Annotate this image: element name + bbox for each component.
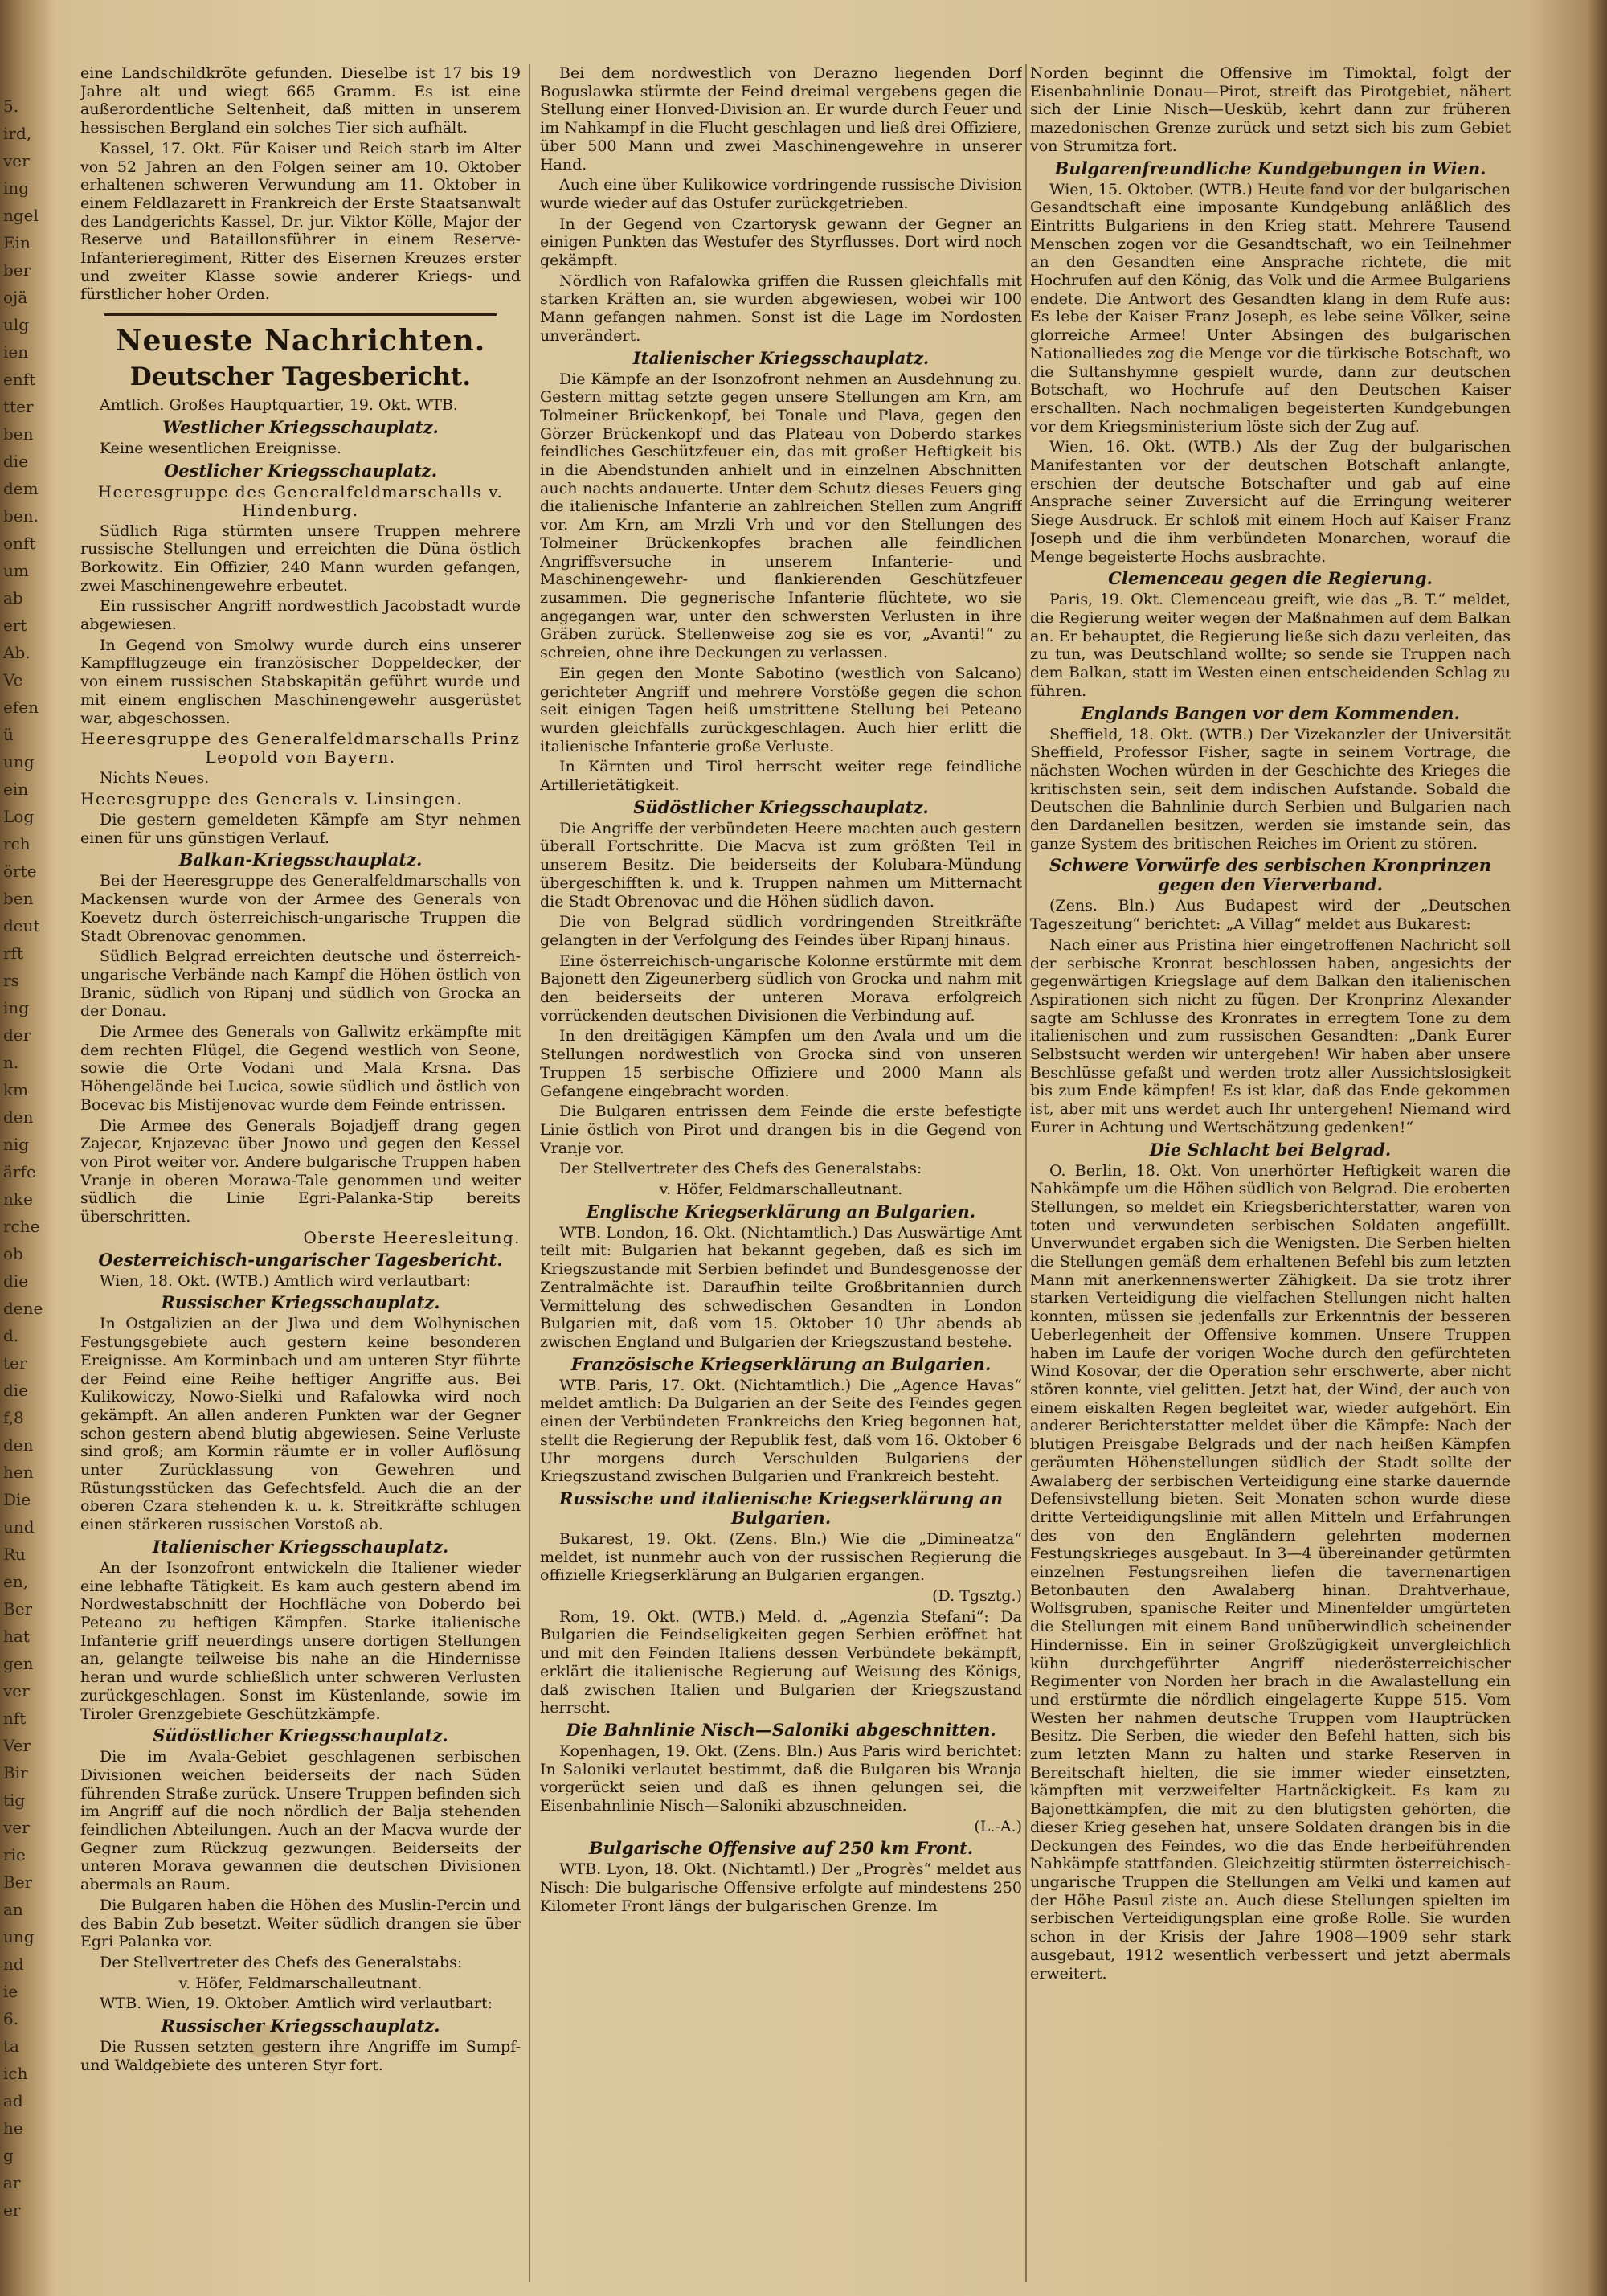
source-note: (L.-A.) <box>974 1817 1022 1836</box>
gutter-fragment: nke <box>3 1189 33 1209</box>
article-paragraph: Die Angriffe der verbündeten Heere machten auch gestern überall Fortschritte. Die Macva ist zum größten Teil in unserem Besitz. Die beiderseits der Kolubara-Mündung übergeschifften k. und k. Truppen nahmen um Mitternacht die Stadt Obrenovac und die Höhen südlich davon. <box>540 819 1022 911</box>
subheading: Italienischer Kriegsschauplatz. <box>152 1536 449 1557</box>
gutter-fragment: ert <box>3 616 27 635</box>
gutter-fragment: ich <box>3 2064 28 2083</box>
article-paragraph: Auch eine über Kulikowice vordringende russische Division wurde wieder auf das Ostufer zurückgetrieben. <box>540 176 1022 212</box>
gutter-fragment: ben. <box>3 506 39 526</box>
gutter-fragment: ung <box>3 1927 35 1946</box>
gutter-fragment: ü <box>3 725 14 744</box>
article-paragraph: Kopenhagen, 19. Okt. (Zens. Bln.) Aus Paris wird berichtet: In Saloniki verlautet bestimmt, daß die Bulgaren bis Wranja vorgerückt seien und daß es ihnen gelungen sei, die Eisenbahnlinie Nisch—Saloniki abzuschneiden. <box>540 1741 1022 1815</box>
gutter-fragment: rch <box>3 834 31 853</box>
gutter-fragment: f,8 <box>3 1408 24 1427</box>
gutter-fragment: tig <box>3 1791 26 1810</box>
subheading: Die Schlacht bei Belgrad. <box>1149 1139 1392 1160</box>
gutter-fragment: ojä <box>3 288 28 307</box>
gutter-fragment: ob <box>3 1244 23 1263</box>
gutter-fragment: ad <box>3 2091 23 2110</box>
gutter-fragment: ben <box>3 424 34 444</box>
army-group-heading: Heeresgruppe des Generalfeldmarschalls Prinz Leopold von Bayern. <box>80 729 521 767</box>
column-3 <box>1030 64 1511 2272</box>
article-paragraph: Südlich Riga stürmten unsere Truppen mehrere russische Stellungen und erreichten die Düna östlich Borkowitz. Ein Offizier, 240 Mann wurden gefangen, zwei Maschinengewehre erbeutet. <box>80 522 521 595</box>
article-paragraph: Nach einer aus Pristina hier eingetroffenen Nachricht soll der serbische Kronrat beschlossen haben, angesichts der gegenwärtigen Kriegslage auf dem Balkan den italienischen Aspirationen sich nicht zu fügen. Der Kronprinz Alexander sagte am Schlusse des Kronrates in erregtem Tone zu dem italienischen und zum russischen Gesandten: „Dank Eurer Selbstsucht werden wir untergehen! Wir haben aber unsere Beschlüsse gefaßt und werden trotz aller Aussichtslosigkeit bis zum Ende kämpfen! Es ist klar, daß das Ende gekommen ist, aber mit uns werdet auch Ihr untergehen! Niemand wird Eurer in Achtung und Wertschätzung gedenken!“ <box>1030 935 1511 1136</box>
gutter-fragment: dene <box>3 1299 43 1318</box>
gutter-fragment: ver <box>3 1681 30 1701</box>
column-rule <box>529 64 530 2282</box>
article-paragraph: An der Isonzofront entwickeln die Italiener wieder eine lebhafte Tätigkeit. Es kam auch gestern abend im Nordwestabschnitt der Hochfläche von Doberdo bei Peteano zu heftigen Kämpfen. Starke italienische Infanterie griff neuerdings unsere dortigen Stellungen an, gelangte teilweise bis nahe an die Hindernisse heran und wurde schließlich unter schweren Verlusten zurückgeschlagen. Sonst im Küstenlande, sowie im Tiroler Grenzgebiete Geschützkämpfe. <box>80 1558 521 1723</box>
gutter-fragment: die <box>3 452 29 471</box>
article-paragraph: Eine österreichisch-ungarische Kolonne erstürmte mit dem Bajonett den Zigeunerberg südlich von Grocka und nahm mit den beiderseits der unteren Morava erfolgreich vorrückenden deutschen Divisionen die Verbindung auf. <box>540 952 1022 1025</box>
gutter-fragment: ärfe <box>3 1162 36 1181</box>
subheading: Balkan-Kriegsschauplatz. <box>178 849 423 870</box>
article-paragraph: Bei dem nordwestlich von Derazno liegenden Dorf Boguslawka stürmte der Feind dreimal vergebens gegen die Stellung einer Honved-Division an. Er wurde durch Feuer und im Nahkampf in die Flucht geschlagen und ließ drei Offiziere, über 500 Mann und zwei Maschinengewehre in unserer Hand. <box>540 64 1022 174</box>
subheading: Die Bahnlinie Nisch—Saloniki abgeschnitten. <box>566 1719 996 1740</box>
subheading: Schwere Vorwürfe des serbischen Kronprinzen gegen den Vierverband. <box>1049 855 1491 895</box>
gutter-fragment: Ber <box>3 1872 33 1892</box>
gutter-fragment: deut <box>3 916 40 935</box>
gutter-fragment: nft <box>3 1709 27 1728</box>
dateline: WTB. Wien, 19. Oktober. Amtlich wird verlautbart: <box>100 1995 493 2013</box>
gutter-fragment: rie <box>3 1845 26 1864</box>
gutter-fragment: g <box>3 2146 14 2165</box>
subheading: Russische und italienische Kriegserklärung an Bulgarien. <box>558 1488 1003 1528</box>
gutter-fragment: gen <box>3 1654 34 1673</box>
article-paragraph: WTB. London, 16. Okt. (Nichtamtlich.) Das Auswärtige Amt teilt mit: Bulgarien hat bekannt gegeben, daß es sich im Kriegszustande mit Serbien befindet und Bundesgenosse der Zentralmächte ist. Daraufhin teilte Großbritannien durch Vermittelung des schwedischen Gesandten in London Bulgarien mit, daß vom 15. Oktober 10 Uhr abends ab zwischen England und Bulgarien der Kriegszustand bestehe. <box>540 1223 1022 1351</box>
section-divider <box>104 313 497 316</box>
gutter-fragment: ber <box>3 260 31 280</box>
article-paragraph: Die Bulgaren haben die Höhen des Muslin-Percin und des Babin Zub besetzt. Weiter südlich drangen sie über Egri Palanka vor. <box>80 1896 521 1951</box>
article-paragraph: WTB. Paris, 17. Okt. (Nichtamtlich.) Die „Agence Havas“ meldet amtlich: Da Bulgarien an der Seite des Feindes gegen einen der Verbündeten Frankreichs den Krieg begonnen hat, stellt die Regierung der Republik fest, daß vom 16. Oktober 6 Uhr morgens durch Verschulden Bulgariens der Kriegszustand zwischen Bulgarien und Frankreich besteht. <box>540 1376 1022 1486</box>
report-title: Deutscher Tagesbericht. <box>129 362 472 392</box>
gutter-fragment: ulg <box>3 315 30 334</box>
article-paragraph: In den dreitägigen Kämpfen um den Avala und um die Stellungen nordwestlich von Grocka sind von unseren Truppen 15 serbische Offiziere und 2000 Mann als Gefangene eingebracht worden. <box>540 1027 1022 1100</box>
article-paragraph: WTB. Lyon, 18. Okt. (Nichtamtl.) Der „Progrès“ meldet aus Nisch: Die bulgarische Offensive erfolgte auf mindestens 250 Kilometer Front längs der bulgarischen Grenze. Im <box>540 1860 1022 1915</box>
gutter-fragment: km <box>3 1080 29 1099</box>
gutter-fragment: ter <box>3 1353 27 1373</box>
article-paragraph: Norden beginnt die Offensive im Timoktal, folgt der Eisenbahnlinie Donau—Pirot, streift das Pirotgebiet, nähert sich der Linie Nisch—Uesküb, kehrt dann zur früheren mazedonischen Grenze zurück und setzt sich bis zum Gebiet von Strumitza fort. <box>1030 64 1511 155</box>
article-paragraph: Paris, 19. Okt. Clemenceau greift, wie das „B. T.“ meldet, die Regierung weiter wegen der Maßnahmen auf dem Balkan an. Er behauptet, die Regierung ließe sich dazu verleiten, das zu tun, was Deutschland wollte; so sende sie Truppen nach dem Balkan, statt im Westen einen entscheidenden Schlag zu führen. <box>1030 591 1511 700</box>
article-paragraph: Rom, 19. Okt. (WTB.) Meld. d. „Agenzia Stefani“: Da Bulgarien die Feindseligkeiten gegen Serbien eröffnet hat und mit den Feinden Italiens dessen Verbündete bekämpft, erklärt die italienische Regierung auf Weisung des Königs, daß zwischen Italien und Bulgarien der Kriegszustand herrscht. <box>540 1607 1022 1717</box>
gutter-fragment: hen <box>3 1463 34 1482</box>
dateline: Amtlich. Großes Hauptquartier, 19. Okt. WTB. <box>100 396 458 415</box>
article-paragraph: O. Berlin, 18. Okt. Von unerhörter Heftigkeit waren die Nahkämpfe um die Höhen südlich von Belgrad. Die eroberten Stellungen, so meldet ein Kriegsberichterstatter, waren von toten und verwundeten serbischen Soldaten angefüllt. Unverwundet ergaben sich die Wenigsten. Die Serben hielten die Stellungen gemäß dem erhaltenen Befehl bis zum letzten Mann mit anerkennenswerter Zähigkeit. Da sie trotz ihrer starken Verteidigung die vielfachen Stellungen nicht halten konnten, müssen sie jedenfalls zur Erkenntnis der besseren Ueberlegenheit der Offensive kommen. Unsere Truppen haben im Laufe der vorigen Woche durch den gefürchteten Wind Kosovar, der die Operation sehr erschwerte, aber nicht stören konnte, viel gelitten. Jetzt hat, der Wind, der auch von einem eiskalten Regen begleitet war, wieder aufgehört. Ein anderer Berichterstatter meldet über die Kämpfe: Nach der blutigen Preisgabe Belgrads und der nach heißen Kämpfen geräumten Höhenstellungen südlich der Stadt sollte der Awalaberg der serbischen Verteidigung eine starke dauernde Defensivstellung bieten. Seit Monaten schon wurde diese dritte Verteidigungslinie mit allen Mitteln und Erfahrungen des von den Engländern gelehrten modernen Festungskrieges ausgebaut. In 3—4 übereinander getürmten einzelnen Festungsreihen liefen die tavernenartigen Betonbauten den Awalaberg hinan. Drahtverhaue, Wolfsgruben, spanische Reiter und Minenfelder umgürteten die Stellungen mit einem Band unüberwindlich scheinender Hindernisse. Ein in seiner Großzügigkeit unvergleichlich kühn durchgeführter Angriff niederösterreichischer Regimenter von Norden her brach in die Awalastellung ein und erstürmte die nördlich eingelagerte Kuppe 515. Vom Westen her nahmen deutsche Truppen vom Hauptrücken Besitz. Die Serben, die wieder den Befehl hatten, sich bis zum letzten Mann zu halten und starke Reserven in Bereitschaft hielten, die sie immer wieder einsetzten, kämpften mit verzweifelter Hartnäckigkeit. Es kam zu Bajonettkämpfen, die mit zu den blutigsten gehörten, die dieser Krieg gesehen hat, unsere Soldaten drangen bis in die Deckungen des Feindes, wo die das Ende herbeiführenden Nahkämpfe stattfanden. Gleichzeitig stürmten österreichisch-ungarische Truppen die Stellungen am Velki und kamen auf der Höhe Pasul ziste an. Auch diese Stellungen spielten im serbischen Verteidigungsplan eine große Rolle. Sie wurden schon in der Krisis der Jahre 1908—1909 sehr stark ausgebaut, 1912 wesentlich verbessert und jetzt abermals erweitert. <box>1030 1161 1511 1983</box>
column-1 <box>80 64 521 2272</box>
article-paragraph: Bei der Heeresgruppe des Generalfeldmarschalls von Mackensen wurde von der Armee des Generals von Koevetz durch österreichisch-ungarische Truppen die Stadt Obrenovac genommen. <box>80 872 521 945</box>
gutter-fragment: ird, <box>3 124 32 143</box>
gutter-fragment: er <box>3 2200 21 2220</box>
signature: v. Höfer, Feldmarschalleutnant. <box>659 1181 903 1199</box>
subheading: Clemenceau gegen die Regierung. <box>1108 568 1433 589</box>
gutter-fragment: d. <box>3 1326 19 1345</box>
gutter-fragment: 6. <box>3 2009 19 2028</box>
gutter-fragment: n. <box>3 1053 19 1072</box>
gutter-fragment: 5. <box>3 96 19 116</box>
gutter-fragment: ing <box>3 998 30 1017</box>
article-paragraph: Sheffield, 18. Okt. (WTB.) Der Vizekanzler der Universität Sheffield, Professor Fisher, sagte in seinem Vortrage, die nächsten Wochen würden in der Geschichte des Krieges die kritischsten sein, seit dem indischen Aufstande. Sobald die Deutschen die Bahnlinie durch Serbien und Bulgarien nach den Dardanellen besitzen, werden sie imstande sein, das ganze System des britischen Reiches im Orient zu stören. <box>1030 725 1511 853</box>
subheading: Russischer Kriegsschauplatz. <box>161 2016 440 2036</box>
article-paragraph: Bukarest, 19. Okt. (Zens. Bln.) Wie die „Dimineatza“ meldet, ist nunmehr auch von der russischen Regierung die offizielle Kriegserklärung an Bulgarien ergangen. <box>540 1529 1022 1585</box>
source-note: (D. Tgsztg.) <box>932 1587 1022 1606</box>
gutter-fragment: ung <box>3 752 35 771</box>
gutter-fragment: ar <box>3 2173 21 2192</box>
gutter-fragment: ver <box>3 1818 30 1837</box>
subheading: Italienischer Kriegsschauplatz. <box>632 347 930 368</box>
article-paragraph: Wien, 15. Oktober. (WTB.) Heute fand vor der bulgarischen Gesandtschaft eine imposante Kundgebung anläßlich des Eintritts Bulgariens in den Krieg statt. Mehrere Tausend Menschen zogen vor die Gesandtschaft, wo ein Teilnehmer an den Gesandten eine Ansprache richtete, die mit Hochrufen auf den König, das Volk und die Armee Bulgariens endete. Die Antwort des Gesandten klang in dem Rufe aus: Es lebe der Kaiser Franz Joseph, es lebe seine Völker, seine glorreiche Armee! Unter Absingen des bulgarischen Nationalliedes zog die Menge vor die türkische Botschaft, wo die Sultanshymne gespielt wurde, dann zur deutschen Botschaft, wo Hochrufe auf den Deutschen Kaiser erschallten. Nach nochmaligen begeisterten Kundgebungen vor dem Kriegsministerium löste sich der Zug auf. <box>1030 180 1511 436</box>
dateline: Wien, 18. Okt. (WTB.) Amtlich wird verlautbart: <box>100 1271 471 1290</box>
article-paragraph: Südlich Belgrad erreichten deutsche und österreich-ungarische Verbände nach Kampf die Höhen östlich von Branic, südlich von Ripanj und südlich von Grocka an der Donau. <box>80 947 521 1021</box>
gutter-fragment: ta <box>3 2036 19 2056</box>
gutter-fragment: ab <box>3 588 23 608</box>
gutter-fragment: die <box>3 1271 29 1291</box>
column-rule <box>1025 64 1027 2282</box>
subheading: Bulgarische Offensive auf 250 km Front. <box>588 1838 974 1859</box>
subheading: Bulgarenfreundliche Kundgebungen in Wien. <box>1054 158 1486 178</box>
article-paragraph: (Zens. Bln.) Aus Budapest wird der „Deutschen Tageszeitung“ berichtet: „A Villag“ meldet aus Bukarest: <box>1030 897 1511 934</box>
gutter-fragment: ien <box>3 342 29 362</box>
gutter-fragment: um <box>3 561 29 580</box>
gutter-fragment: tter <box>3 397 34 416</box>
gutter-fragment: Ein <box>3 233 31 252</box>
subheading: Französische Kriegserklärung an Bulgarien. <box>570 1353 992 1374</box>
subheading: Oestlicher Kriegsschauplatz. <box>163 460 438 481</box>
gutter-fragment: rft <box>3 943 23 963</box>
article-paragraph: Die Bulgaren entrissen dem Feinde die erste befestigte Linie östlich von Pirot und drangen bis in die Gegend von Vranje vor. <box>540 1103 1022 1157</box>
gutter-fragment: ver <box>3 151 30 170</box>
subheading: Oesterreichisch-ungarischer Tagesbericht. <box>98 1249 503 1270</box>
gutter-fragment: örte <box>3 862 37 881</box>
gutter-fragment: hat <box>3 1627 30 1646</box>
column-2 <box>540 64 1022 2272</box>
article-paragraph: Keine wesentlichen Ereignisse. <box>100 439 341 457</box>
signature: Der Stellvertreter des Chefs des Generalstabs: <box>559 1160 922 1178</box>
army-group-heading: Heeresgruppe des Generals v. Linsingen. <box>80 788 464 808</box>
article-paragraph: Die Armee des Generals von Gallwitz erkämpfte mit dem rechten Flügel, die Gegend westlich von Seone, sowie die Orte Vodani und Mala Krsna. Das Höhengelände bei Lucica, sowie südlich und östlich von Bocevac bis Mistijenovac wurde dem Feinde entrissen. <box>80 1023 521 1114</box>
gutter-fragment: ngel <box>3 206 39 225</box>
gutter-fragment: dem <box>3 479 39 498</box>
gutter-fragment: den <box>3 1107 34 1127</box>
gutter-fragment: nig <box>3 1135 30 1154</box>
gutter-fragment: he <box>3 2118 23 2138</box>
article-paragraph: Nördlich von Rafalowka griffen die Russen gleichfalls mit starken Kräften an, sie wurden abgewiesen, wobei wir 100 Mann gefangen nahmen. Sonst ist die Lage im Nordosten unverändert. <box>540 272 1022 345</box>
article-paragraph: Ein russischer Angriff nordwestlich Jacobstadt wurde abgewiesen. <box>80 597 521 634</box>
gutter-fragment: die <box>3 1381 29 1400</box>
section-title: Neueste Nachrichten. <box>115 324 486 358</box>
article-paragraph: Die Russen setzten gestern ihre Angriffe im Sumpf- und Waldgebiete des unteren Styr fort. <box>80 2038 521 2074</box>
signature: Der Stellvertreter des Chefs des Generalstabs: <box>100 1953 463 1971</box>
article-paragraph: Ein gegen den Monte Sabotino (westlich von Salcano) gerichteter Angriff und mehrere Vorstöße gegen die schon seit einigen Tagen heiß umstrittene Stellung bei Peteano wurden gleichfalls zurückgeschlagen. Auch hier erlitt die italienische Infanterie große Verluste. <box>540 664 1022 755</box>
article-paragraph: Nichts Neues. <box>100 769 210 788</box>
gutter-fragment: Die <box>3 1490 31 1509</box>
gutter-fragment: nd <box>3 1954 24 1974</box>
article-paragraph: eine Landschildkröte gefunden. Dieselbe ist 17 bis 19 Jahre alt und wiegt 665 Gramm. Es ist eine außerordentliche Seltenheit, daß mitten in unserem hessischen Bergland ein solches Tier sich aufhält. <box>80 64 521 137</box>
gutter-fragment: rs <box>3 971 19 990</box>
article-paragraph: Kassel, 17. Okt. Für Kaiser und Reich starb im Alter von 52 Jahren an den Folgen seiner am 10. Oktober erhaltenen schweren Verwundung am 11. Oktober in einem Feldlazarett in Frankreich der Erste Staatsanwalt des Landgerichts Kassel, Dr. jur. Viktor Kölle, Major der Reserve und Bataillonsführer in einem Reserve-Infanterieregiment, Ritter des Eisernen Kreuzes erster und zweiter Klasse sowie anderer Kriegs- und fürstlicher hoher Orden. <box>80 139 521 304</box>
gutter-fragment: Ab. <box>3 643 31 662</box>
army-group-heading: Heeresgruppe des Generalfeldmarschalls v. Hindenburg. <box>97 481 504 520</box>
article-paragraph: Die im Avala-Gebiet geschlagenen serbischen Divisionen weichen beiderseits der nach Süden führenden Straße zurück. Unsere Truppen befinden sich im Angriff auf die noch nördlich der Balja stehenden feindlichen Abteilungen. Auch an der Macva wurde der Gegner zum Rückzug gezwungen. Beiderseits der unteren Morava gewannen die deutschen Divisionen abermals an Raum. <box>80 1748 521 1894</box>
gutter-fragment: ben <box>3 889 34 908</box>
gutter-fragment: Ve <box>3 670 23 690</box>
article-paragraph: In Gegend von Smolwy wurde durch eins unserer Kampfflugzeuge ein französischer Doppeldecker, der von einem russischen Stabskapitän geführt wurde und mit einem englischen Maschinengewehr ausgerüstet war, abgeschossen. <box>80 636 521 727</box>
gutter-fragment: ein <box>3 780 29 799</box>
gutter-fragment: Log <box>3 807 35 826</box>
gutter-fragment: der <box>3 1025 31 1045</box>
gutter-fragment: efen <box>3 698 39 717</box>
article-paragraph: In der Gegend von Czartorysk gewann der Gegner an einigen Punkten das Westufer des Styrflusses. Dort wird noch gekämpft. <box>540 215 1022 270</box>
gutter-fragment: an <box>3 1900 23 1919</box>
gutter-fragment: onft <box>3 534 36 553</box>
article-paragraph: In Kärnten und Tirol herrscht weiter rege feindliche Artillerietätigkeit. <box>540 758 1022 795</box>
subheading: Westlicher Kriegsschauplatz. <box>162 416 439 437</box>
article-paragraph: In Ostgalizien an der Jlwa und dem Wolhynischen Festungsgebiete auch gestern keine besonderen Ereignisse. Am Korminbach und am unteren Styr führte der Feind eine Reihe heftiger Angriffe aus. Bei Kulikowiczy, Nowo-Sielki und Rafalowka wird noch gekämpft. An allen anderen Punkten war der Gegner schon gestern abend blutig abgewiesen. Seine Verluste sind groß; am Kormin räumte er in voller Auflösung unter Zurücklassung von Gewehren und Rüstungsstücken das Gefechtsfeld. Auch die an der oberen Czara stehenden k. u. k. Streitkräfte schlugen einen stärkeren russischen Vorstoß ab. <box>80 1315 521 1534</box>
article-paragraph: Die gestern gemeldeten Kämpfe am Styr nehmen einen für uns günstigen Verlauf. <box>80 810 521 847</box>
subheading: Englands Bangen vor dem Kommenden. <box>1081 702 1460 723</box>
article-paragraph: Die von Belgrad südlich vordringenden Streitkräfte gelangten in der Verfolgung des Feindes über Ripanj hinaus. <box>540 913 1022 949</box>
gutter-fragment: Bir <box>3 1763 28 1782</box>
gutter-fragment: Ver <box>3 1736 31 1755</box>
signature: Oberste Heeresleitung. <box>303 1227 521 1247</box>
article-paragraph: Die Armee des Generals Bojadjeff drang gegen Zajecar, Knjazevac über Jnowo und gegen den Kessel von Pirot weiter vor. Andere bulgarische Truppen haben Vranje in oberen Morawa-Tale genommen und weiter südlich die Linie Egri-Palanka-Stip bereits überschritten. <box>80 1116 521 1226</box>
gutter-fragment: den <box>3 1435 34 1455</box>
gutter-fragment: ie <box>3 1982 18 2001</box>
gutter-fragment: Ber <box>3 1599 33 1619</box>
article-paragraph: Die Kämpfe an der Isonzofront nehmen an Ausdehnung zu. Gestern mittag setzte gegen unsere Stellungen am Krn, am Tolmeiner Brückenkopf, bei Tonale und Plava, gegen den Görzer Brückenkopf und das Plateau von Doberdo starkes feindliches Geschützfeuer ein, das mit großer Heftigkeit bis in die Abendstunden anhielt und in einzelnen Abschnitten auch nachts andauerte. Unter dem Schutz dieses Feuers ging die italienische Infanterie an zahlreichen Stellen zum Angriff vor. Am Krn, am Mrzli Vrh und vor den Stellungen des Tolmeiner Brückenkopfes brachen alle feindlichen Angriffsversuche in unserem Infanterie- und Maschinengewehr- und flankierenden Geschützfeuer zusammen. Die gegnerische Infanterie flüchtete, wo sie angegangen war, unter den schwersten Verlusten in ihre Gräben zurück. Stellenweise zog sie es vor, „Avanti!“ zu schreien, ohne ihre Deckungen zu verlassen. <box>540 370 1022 662</box>
gutter-fragment: enft <box>3 370 36 389</box>
article-paragraph: Wien, 16. Okt. (WTB.) Als der Zug der bulgarischen Manifestanten vor der deutschen Botschaft anlangte, erschien der deutsche Botschafter und gab auf eine Ansprache seiner Zuversicht auf die Erringung weiterer Siege Ausdruck. Er schloß mit einem Hoch auf Kaiser Franz Joseph und die ihm verbündeten Monarchen, worauf die Menge begeisterte Hochs ausbrachte. <box>1030 438 1511 566</box>
subheading: Englische Kriegserklärung an Bulgarien. <box>586 1201 976 1222</box>
gutter-fragment: Ru <box>3 1545 26 1564</box>
subheading: Südöstlicher Kriegsschauplatz. <box>153 1725 448 1746</box>
gutter-fragment: und <box>3 1517 35 1537</box>
signature: v. Höfer, Feldmarschalleutnant. <box>178 1974 423 1992</box>
gutter-fragment: en, <box>3 1572 29 1591</box>
gutter-fragment: rche <box>3 1217 40 1236</box>
left-gutter-adjacent-page <box>0 0 50 2296</box>
subheading: Südöstlicher Kriegsschauplatz. <box>633 796 929 817</box>
subheading: Russischer Kriegsschauplatz. <box>161 1292 440 1313</box>
gutter-fragment: ing <box>3 178 30 198</box>
